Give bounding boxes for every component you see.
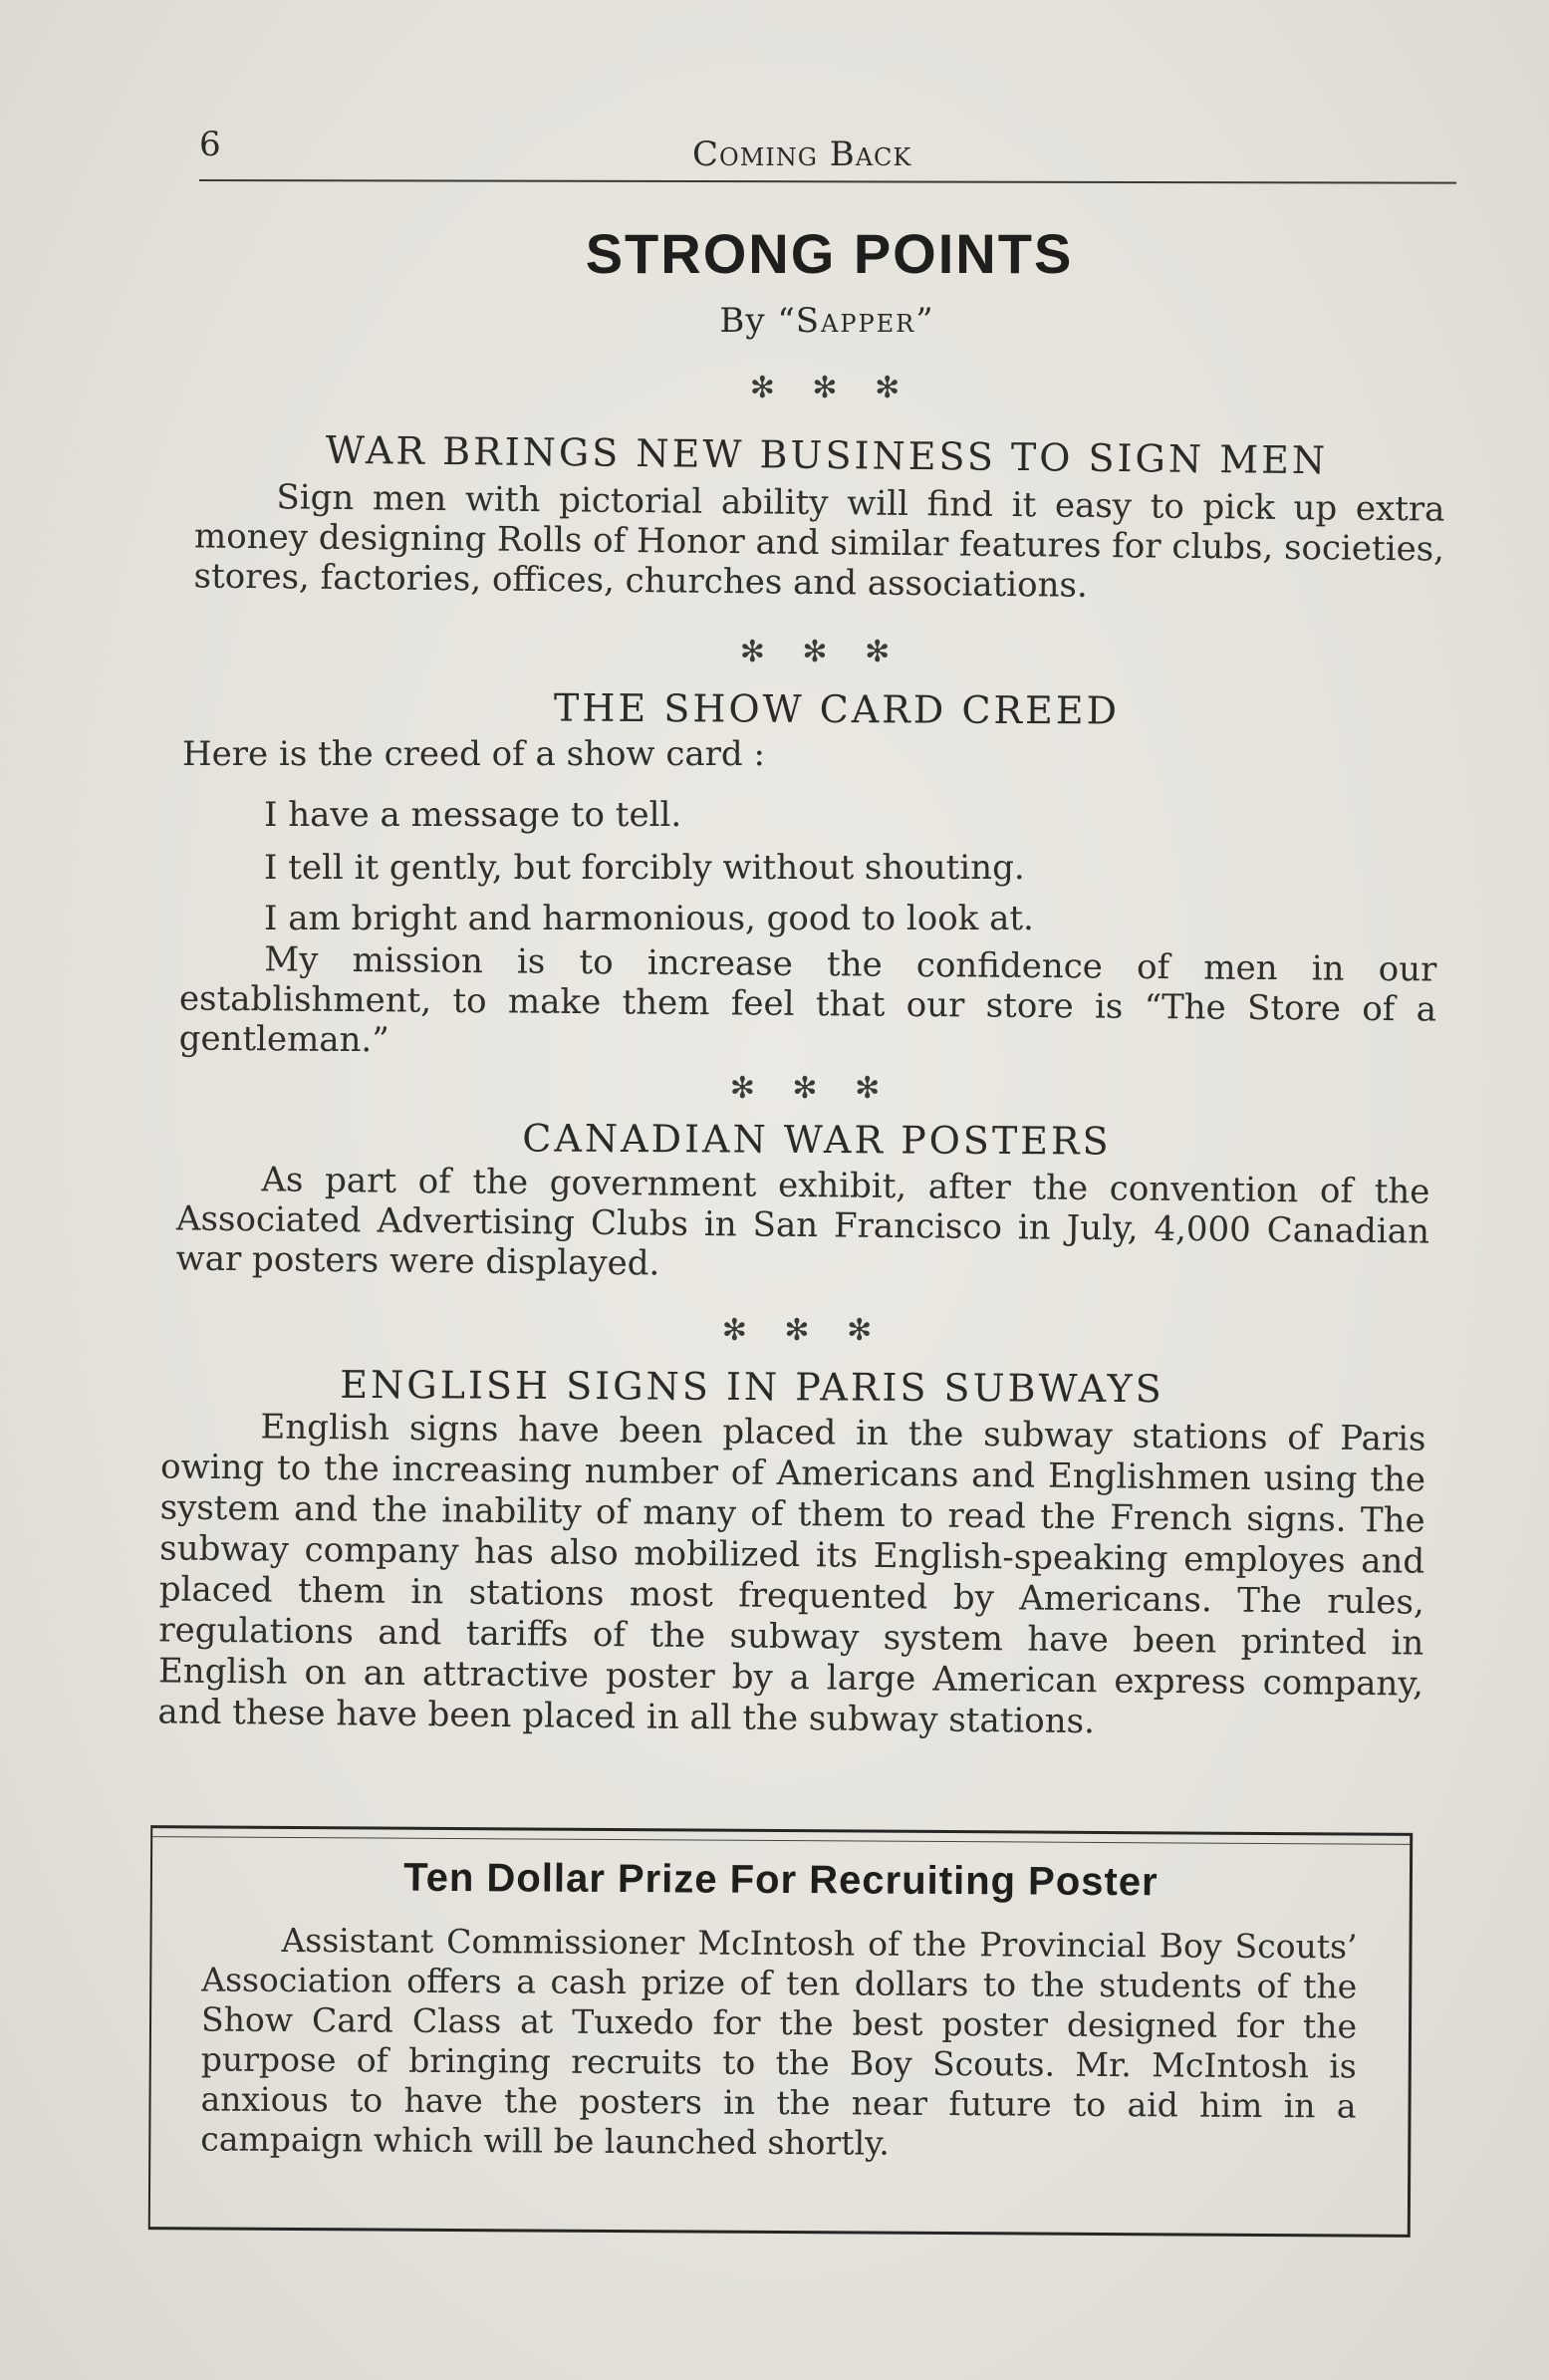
section-heading-war-posters: CANADIAN WAR POSTERS: [522, 1116, 1112, 1164]
byline-prefix: By “: [719, 301, 796, 341]
byline: [0, 301, 1549, 341]
page-number: 6: [199, 125, 221, 164]
section-body-text: Sign men with pictorial ability will find it easy to pick up extra money designing Rolls of Honor and similar features for clubs, societies, stores, factories, offices, churches and associations.: [193, 477, 1445, 606]
star-separator: ✻ ✻ ✻: [749, 371, 914, 405]
byline-name: Sapper: [795, 301, 916, 341]
creed-mission-text: My mission is to increase the confidence of men in our establishment, to make them feel that our store is “The Store of a gentleman.”: [178, 939, 1437, 1061]
creed-line: I tell it gently, but forcibly without shouting.: [264, 848, 1025, 888]
star-separator: ✻ ✻ ✻: [721, 1313, 887, 1348]
section-heading-show-card: THE SHOW CARD CREED: [553, 685, 1121, 733]
running-title: Coming Back: [692, 134, 912, 174]
page-header: [199, 125, 1454, 184]
prize-notice-box: [148, 1825, 1413, 2238]
star-separator: ✻ ✻ ✻: [739, 635, 904, 669]
creed-intro: Here is the creed of a show card :: [182, 734, 765, 774]
star-separator: ✻ ✻ ✻: [729, 1071, 895, 1106]
prize-notice-title: Ten Dollar Prize For Recruiting Poster: [403, 1855, 1159, 1905]
byline-suffix: ”: [915, 301, 934, 341]
creed-mission: [179, 938, 1437, 1069]
section-body-text: English signs have been placed in the subway stations of Paris owing to the increasing number of Americans and Englishmen using the system and the inability of many of them to read the French signs. The subway company has also mobilized its English-speaking employes and placed them in stations most frequented by Americans. The rules, regulations and tariffs of the subway system have been printed in English on an attractive poster by a large American express company, and these have been placed in all the subway stations.: [157, 1407, 1426, 1742]
box-rule: [152, 1836, 1410, 1845]
creed-line: I am bright and harmonious, good to look at.: [264, 899, 1034, 938]
section-body-paris-subways: [157, 1406, 1425, 1745]
section-heading-paris-subways: ENGLISH SIGNS IN PARIS SUBWAYS: [340, 1362, 1164, 1412]
prize-notice-text: Assistant Commissioner McIntosh of the Provincial Boy Scouts’ Association offers a cash prize of ten dollars to the students of the Show Card Class at Tuxedo for the best poster designed for the purpose of bringing recruits to the Boy Scouts. Mr. McIntosh is anxious to have the posters in the near future to aid him in a campaign which will be launched shortly.: [200, 1920, 1358, 2163]
prize-notice-body: [200, 1920, 1357, 2166]
article-title: STRONG POINTS: [585, 222, 1074, 285]
section-heading-sign-men: WAR BRINGS NEW BUSINESS TO SIGN MEN: [325, 427, 1329, 483]
section-body-war-posters: [175, 1159, 1429, 1291]
creed-line: I have a message to tell.: [264, 795, 682, 835]
section-body-text: As part of the government exhibit, after the convention of the Associated Advertising Clubs in San Francisco in July, 4,000 Canadian war posters were displayed.: [175, 1160, 1430, 1284]
section-body-sign-men: [193, 476, 1444, 609]
